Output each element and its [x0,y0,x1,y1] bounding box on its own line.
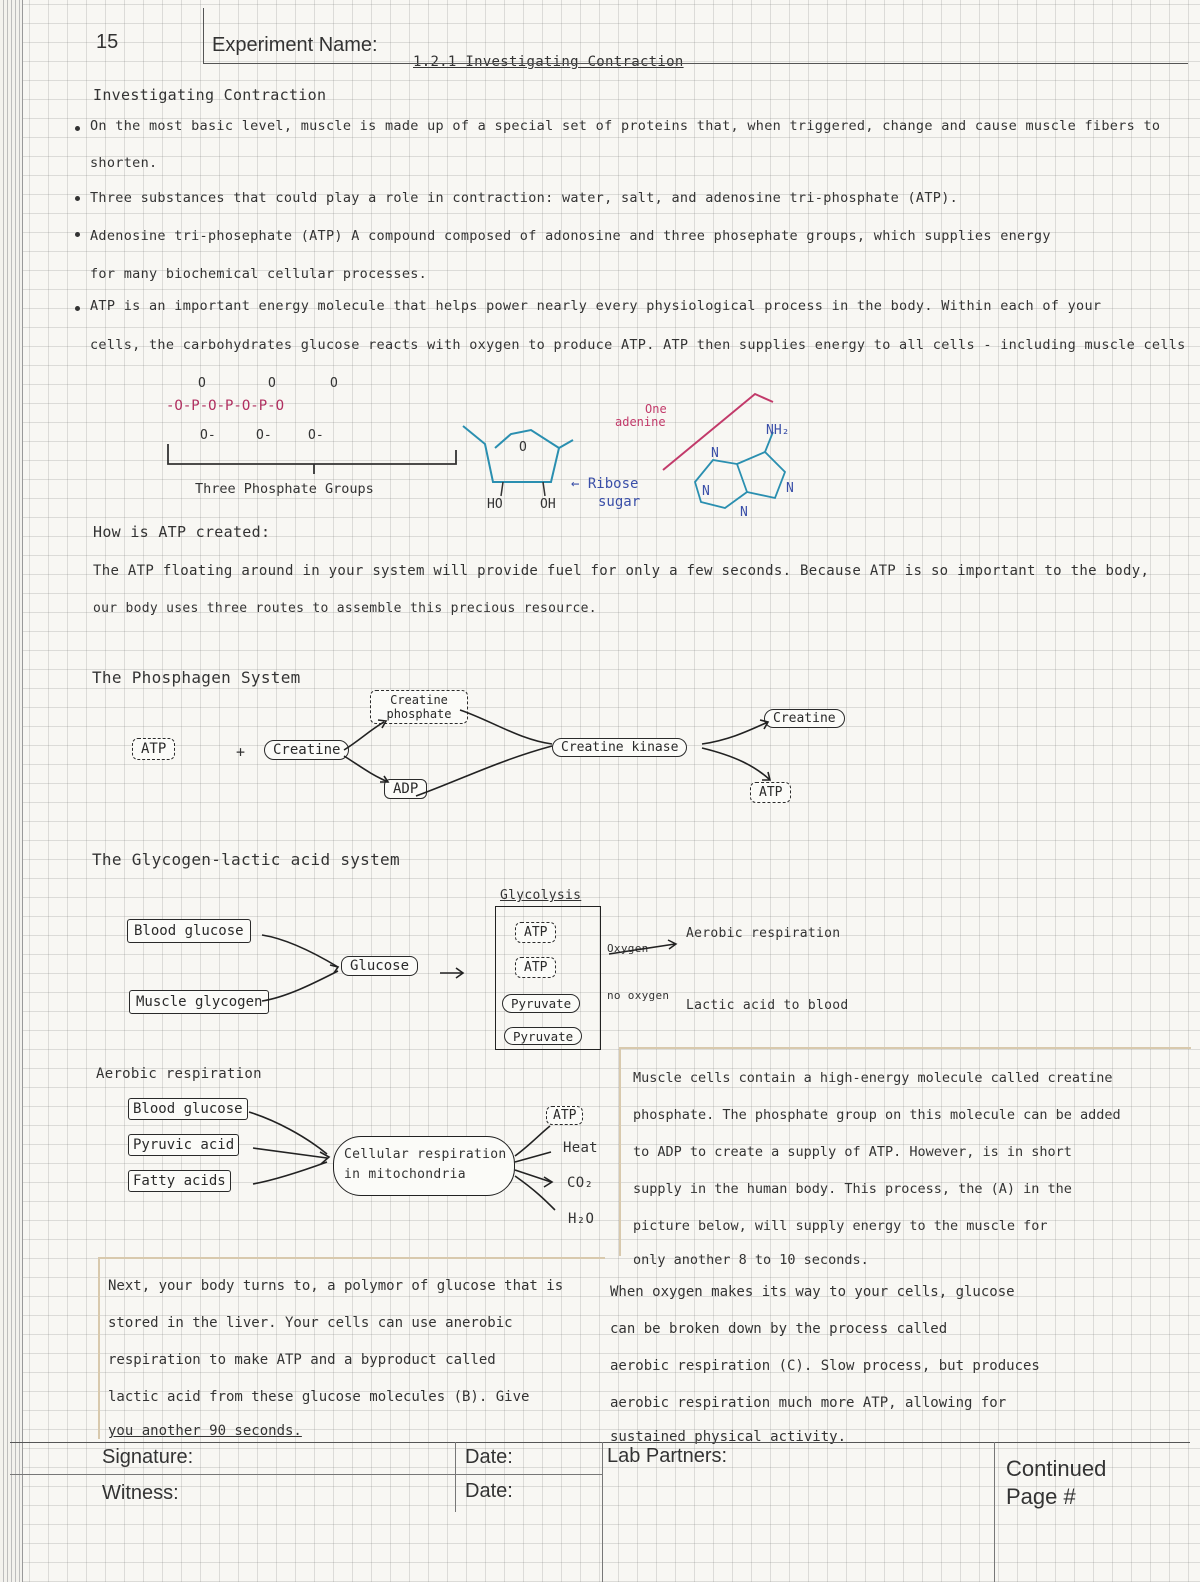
creatine-out: Creatine [764,709,845,728]
witness-label: Witness: [102,1482,179,1504]
note-mid-line: can be broken down by the process called [610,1321,948,1337]
note-left-line: Next, your body turns to, a polymor of glucose that is [108,1278,564,1294]
nh2-label: NH₂ [766,423,790,438]
bullet-dot [75,126,80,131]
creatine-kinase: Creatine kinase [552,738,687,757]
signature-label: Signature: [102,1446,194,1468]
footer-divider-3 [994,1442,995,1582]
oxygen-arrow [605,930,685,960]
footer-divider-1 [455,1442,456,1512]
aerobic-label: Aerobic respiration [686,926,841,941]
bullet-2-line1: Three substances that could play a role in contraction: water, salt, and adenosine tri-phosphate (ATP). [90,190,959,206]
note-mid-line: aerobic respiration much more ATP, allowing for [610,1395,1007,1411]
phosphagen-creatine: Creatine [264,740,349,760]
muscle-glycogen-box: Muscle glycogen [129,990,269,1014]
aerobic-input-pyruvic-acid: Pyruvic acid [128,1134,239,1156]
no-oxygen-label: no oxygen [607,989,670,1002]
n-label-3: N [786,481,794,496]
glycolysis-atp-2: ATP [515,957,556,978]
note-right-line: phosphate. The phosphate group on this molecule can be added [633,1107,1121,1123]
note-left-line: you another 90 seconds. [108,1423,302,1439]
footer-mid-rule [10,1474,602,1475]
note-right [633,1060,1121,1275]
atp-out: ATP [750,782,791,803]
cellular-respiration-line1: Cellular respiration [344,1147,507,1162]
note-right-line: Muscle cells contain a high-energy molecule called creatine [633,1070,1113,1086]
aerobic-title: Aerobic respiration [96,1066,262,1082]
footer-divider-2 [602,1442,603,1582]
date-label-1: Date: [465,1446,513,1468]
n-label-4: N [740,505,748,520]
aerobic-atp: ATP [546,1106,583,1125]
glycolysis-atp-1: ATP [515,922,556,943]
glycogen-arrows [258,925,478,1015]
bullet-3-line1: Adenosine tri-phosephate (ATP) A compound composed of adonosine and three phosephate groups, which supplies energy [90,228,1051,244]
note-mid-line: sustained physical activity. [610,1429,847,1445]
note-left-line: lactic acid from these glucose molecules (B). Give [108,1389,530,1405]
note-right-line: only another 8 to 10 seconds. [633,1252,869,1268]
pyruvate-1: Pyruvate [502,994,580,1013]
header-divider [203,8,204,63]
adenine-ring [655,380,845,530]
cellular-respiration-line2: in mitochondria [344,1167,466,1182]
bullet-dot [75,232,80,237]
note-right-line: supply in the human body. This process, the (A) in the [633,1181,1072,1197]
blood-glucose-box: Blood glucose [127,919,251,943]
phosphagen-atp: ATP [132,738,175,760]
note-left [108,1268,563,1446]
note-right-line: picture below, will supply energy to the muscle for [633,1218,1048,1234]
oxygen-bottom-3: O- [308,428,324,443]
atp-creation-line1: The ATP floating around in your system will provide fuel for only a few seconds. Because ATP is so important to the body, [93,563,1150,579]
bullet-dot [75,196,80,201]
glycolysis-label: Glycolysis [500,888,582,903]
header-rule [203,63,1188,64]
atp-creation-question: How is ATP created: [93,523,271,541]
page-edge [0,0,23,1582]
note-mid [610,1274,1040,1452]
oxygen-top-1: O [198,376,206,391]
note-left-line: stored in the liver. Your cells can use anerobic [108,1315,513,1331]
oxygen-top-2: O [268,376,276,391]
adenine-label-1: One [645,402,667,416]
adp-box: ADP [384,779,427,799]
note-mid-line: When oxygen makes its way to your cells, glucose [610,1284,1015,1300]
oxygen-label: Oxygen [607,942,649,955]
plus-sign: + [236,743,246,761]
ho-label: HO [487,497,503,512]
aerobic-co2: CO₂ [567,1175,594,1191]
ribose-ring [455,418,585,508]
lactic-label: Lactic acid to blood [686,998,849,1013]
note-left-line: respiration to make ATP and a byproduct called [108,1352,496,1368]
creatine-phosphate: Creatine phosphate [370,690,468,724]
bullet-4-line1: ATP is an important energy molecule that helps power nearly every physiological process in the body. Within each of your [90,298,1102,314]
bullet-dot [75,306,80,311]
phosphagen-arrows [340,700,820,810]
bullet-1-line2: shorten. [90,155,158,171]
oxygen-top-3: O [330,376,338,391]
intro-title: Investigating Contraction [93,86,327,104]
note-right-line: to ADP to create a supply of ATP. However, is in short [633,1144,1072,1160]
note-mid-line: aerobic respiration (C). Slow process, but produces [610,1358,1040,1374]
atp-creation-line2: our body uses three routes to assemble this precious resource. [93,601,597,616]
n-label-1: N [711,446,719,461]
continued-label: Continued [1006,1456,1107,1481]
lab-partners-label: Lab Partners: [607,1445,728,1467]
date-label-2: Date: [465,1480,513,1502]
experiment-name: 1.2.1 Investigating Contraction [413,54,684,70]
ribose-label: ← Ribose [571,476,639,492]
oh-label: OH [540,497,556,512]
phosphate-label: Three Phosphate Groups [195,481,374,497]
aerobic-heat: Heat [563,1140,598,1156]
page-number: 15 [96,31,119,53]
oxygen-bottom-1: O- [200,428,216,443]
phosphate-chain: -O-P-O-P-O-P-O [166,398,285,414]
bullet-1-line1: On the most basic level, muscle is made up of a special set of proteins that, when triggered, change and cause muscle fibers to [90,118,1161,134]
pyruvate-2: Pyruvate [504,1027,582,1045]
oxygen-bottom-2: O- [256,428,272,443]
aerobic-input-blood-glucose: Blood glucose [128,1098,248,1120]
bullet-3-line2: for many biochemical cellular processes. [90,266,428,282]
n-label-2: N [702,484,710,499]
aerobic-h2o: H₂O [568,1211,595,1227]
ring-oxygen: O [519,440,527,455]
phosphate-bracket [150,440,470,480]
adenine-label-2: adenine [615,415,666,429]
phosphagen-title: The Phosphagen System [92,668,301,687]
bullet-4-line2: cells, the carbohydrates glucose reacts with oxygen to produce ATP. ATP then supplies energy to all cells - including muscle cells [90,337,1186,353]
footer-top-rule [10,1442,1190,1443]
aerobic-input-fatty-acids: Fatty acids [128,1170,231,1192]
glycogen-title: The Glycogen-lactic acid system [92,850,400,869]
sugar-label: sugar [598,494,641,510]
experiment-label: Experiment Name: [212,34,378,56]
glucose-box: Glucose [341,956,418,976]
page-number-label: Page # [1006,1484,1076,1509]
